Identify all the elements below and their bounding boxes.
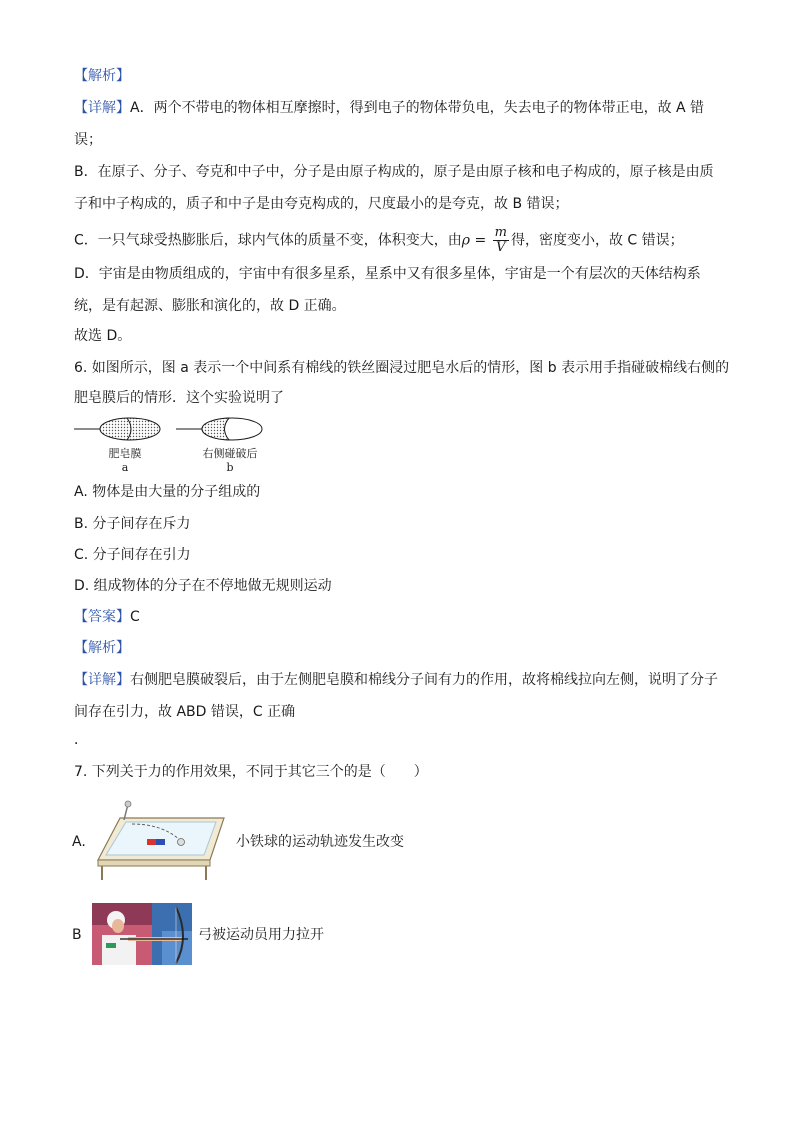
q6-detail-line2: 间存在引力，故 ABD 错误，C 正确	[74, 704, 296, 720]
magnet-table-icon	[92, 800, 232, 882]
q6-option-d: D. 组成物体的分子在不停地做无规则运动	[74, 578, 332, 594]
equals-sign: =	[470, 232, 491, 249]
q6-detail-text1: 右侧肥皂膜破裂后，由于左侧肥皂膜和棉线分子间有力的作用，故将棉线拉向左侧，说明了分子	[130, 672, 718, 688]
density-fraction	[493, 226, 509, 255]
fraction-numerator: m	[494, 225, 507, 240]
q6-option-a: A. 物体是由大量的分子组成的	[74, 484, 261, 500]
q5-option-a-text: A．两个不带电的物体相互摩擦时，得到电子的物体带负电，失去电子的物体带正电，故 A 错	[130, 100, 705, 116]
q7-option-a-text: 小铁球的运动轨迹发生改变	[236, 834, 404, 850]
q6-detail-line3: ．	[74, 732, 88, 748]
q7-option-b-label: B	[72, 927, 82, 943]
q5-detail-line-b2: 子和中子构成的，质子和中子是由夸克构成的，尺度最小的是夸克，故 B 错误；	[74, 196, 569, 212]
fraction-denominator: V	[496, 240, 506, 255]
q6-detail-line1	[74, 670, 718, 690]
q5-line-c-post: 得，密度变小，故 C 错误；	[510, 232, 684, 249]
q6-option-c: C. 分子间存在引力	[74, 547, 191, 563]
fig-a-letter: a	[121, 461, 129, 474]
q7-option-b-text: 弓被运动员用力拉开	[198, 927, 324, 943]
q6-option-b: B. 分子间存在斥力	[74, 516, 191, 532]
q6-stem-line1: 6. 如图所示，图 a 表示一个中间系有棉线的铁丝圈浸过肥皂水后的情形，图 b 表示用手指碰破棉线右侧的	[74, 360, 730, 376]
q7-option-a-label: A.	[72, 834, 86, 850]
q5-detail-line-d2: 统，是有起源、膨胀和演化的，故 D 正确。	[74, 298, 346, 314]
rho-symbol: ρ	[461, 232, 471, 249]
q5-detail-line-a1	[74, 98, 704, 118]
q7-stem: 7. 下列关于力的作用效果，不同于其它三个的是（ ）	[74, 764, 428, 780]
soap-film-ring-icon	[74, 418, 160, 440]
fig-b-letter: b	[226, 461, 234, 474]
q5-conclusion: 故选 D。	[74, 328, 132, 344]
q5-detail-line-b1: B．在原子、分子、夸克和中子中，分子是由原子构成的，原子是由原子核和电子构成的，原子核是由质	[74, 164, 714, 180]
q5-detail-line-c	[74, 226, 684, 255]
q6-detail-tag: 【详解】	[74, 672, 130, 688]
archer-photo-icon	[92, 903, 192, 965]
q5-detail-line-a2: 误；	[74, 132, 102, 148]
q6-answer-line	[74, 607, 140, 627]
fig-b-caption: 右侧碰破后	[202, 447, 258, 460]
q6-analysis-tag: 【解析】	[74, 640, 130, 656]
q5-line-c-pre: C．一只气球受热膨胀后，球内气体的质量不变，体积变大，由	[74, 232, 462, 249]
q5-detail-tag: 【详解】	[74, 100, 130, 116]
soap-film-figure	[72, 414, 272, 444]
fig-a-caption: 肥皂膜	[108, 447, 142, 460]
q5-detail-line-d1: D．宇宙是由物质组成的，宇宙中有很多星系，星系中又有很多星体，宇宙是一个有层次的天体结构系	[74, 266, 701, 282]
q6-answer: C	[130, 609, 140, 625]
q6-stem-line2: 肥皂膜后的情形．这个实验说明了	[74, 390, 284, 406]
broken-film-ring-icon	[176, 418, 262, 440]
q5-analysis-tag: 【解析】	[74, 68, 130, 84]
q6-answer-tag: 【答案】	[74, 609, 130, 625]
